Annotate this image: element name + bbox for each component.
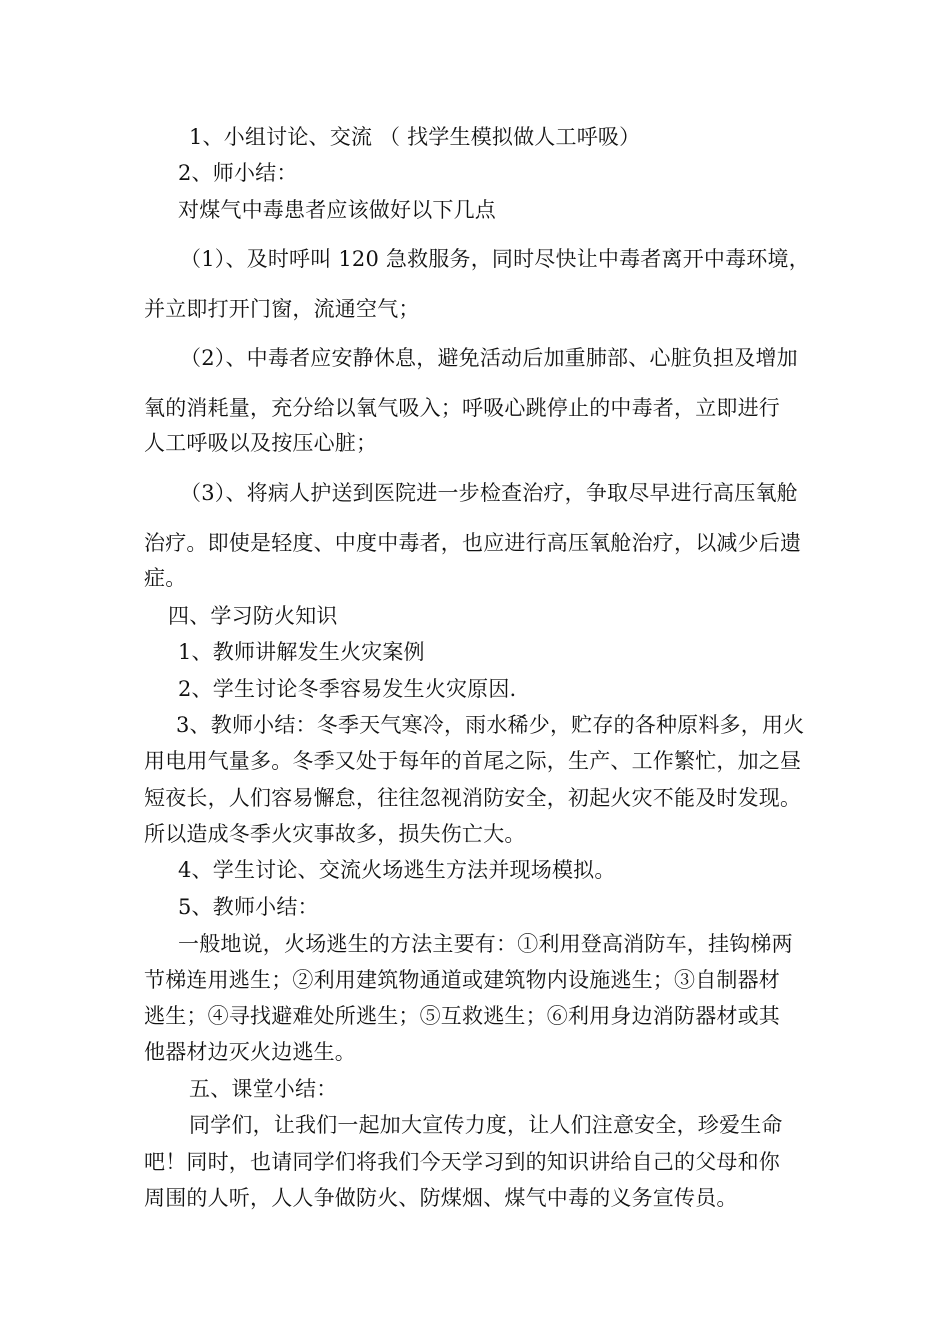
text-line: 对煤气中毒患者应该做好以下几点 <box>178 198 496 222</box>
text-line: 所以造成冬季火灾事故多，损失伤亡大。 <box>144 822 526 846</box>
text-line: 治疗。即使是轻度、中度中毒者，也应进行高压氧舱治疗，以减少后遗 <box>144 531 802 555</box>
text-line: 症。 <box>144 566 187 590</box>
text-line: 用电用气量多。冬季又处于每年的首尾之际，生产、工作繁忙，加之昼 <box>144 749 802 773</box>
text-line: 5、教师小结： <box>178 895 319 919</box>
text-line: 2、学生讨论冬季容易发生火灾原因. <box>178 677 517 701</box>
text-line: 1、小组讨论、交流 （ 找学生模拟做人工呼吸） <box>189 125 641 149</box>
text-line: 一般地说，火场逃生的方法主要有：①利用登高消防车，挂钩梯两 <box>178 932 793 956</box>
text-line: （2）、中毒者应安静休息，避免活动后加重肺部、心脏负担及增加 <box>180 346 798 370</box>
section-heading: 四、学习防火知识 <box>168 604 338 628</box>
text-line: 3、教师小结：冬季天气寒冷，雨水稀少，贮存的各种原料多，用火 <box>176 713 805 737</box>
text-line: 1、教师讲解发生火灾案例 <box>178 640 425 664</box>
section-heading: 五、课堂小结： <box>189 1077 338 1101</box>
text-line: 周围的人听，人人争做防火、防煤烟、煤气中毒的义务宣传员。 <box>144 1186 738 1210</box>
text-line: 2、师小结： <box>178 161 298 185</box>
text-line: 人工呼吸以及按压心脏； <box>144 431 378 455</box>
text-line: 吧！同时，也请同学们将我们今天学习到的知识讲给自己的父母和你 <box>144 1150 780 1174</box>
text-line: （3）、将病人护送到医院进一步检查治疗，争取尽早进行高压氧舱 <box>180 481 798 505</box>
text-line: 他器材边灭火边逃生。 <box>144 1040 356 1064</box>
text-line: 短夜长，人们容易懈怠，往往忽视消防安全，初起火灾不能及时发现。 <box>144 786 802 810</box>
text-line: （1）、及时呼叫 120 急救服务，同时尽快让中毒者离开中毒环境， <box>180 247 810 271</box>
text-line: 节梯连用逃生；②利用建筑物通道或建筑物内设施逃生；③自制器材 <box>144 968 780 992</box>
text-line: 4、学生讨论、交流火场逃生方法并现场模拟。 <box>178 858 616 882</box>
text-line: 并立即打开门窗，流通空气； <box>144 297 420 321</box>
text-line: 氧的消耗量，充分给以氧气吸入；呼吸心跳停止的中毒者，立即进行 <box>144 396 780 420</box>
text-line: 逃生；④寻找避难处所逃生；⑤互救逃生；⑥利用身边消防器材或其 <box>144 1004 780 1028</box>
text-line: 同学们，让我们一起加大宣传力度，让人们注意安全，珍爱生命 <box>189 1113 783 1137</box>
